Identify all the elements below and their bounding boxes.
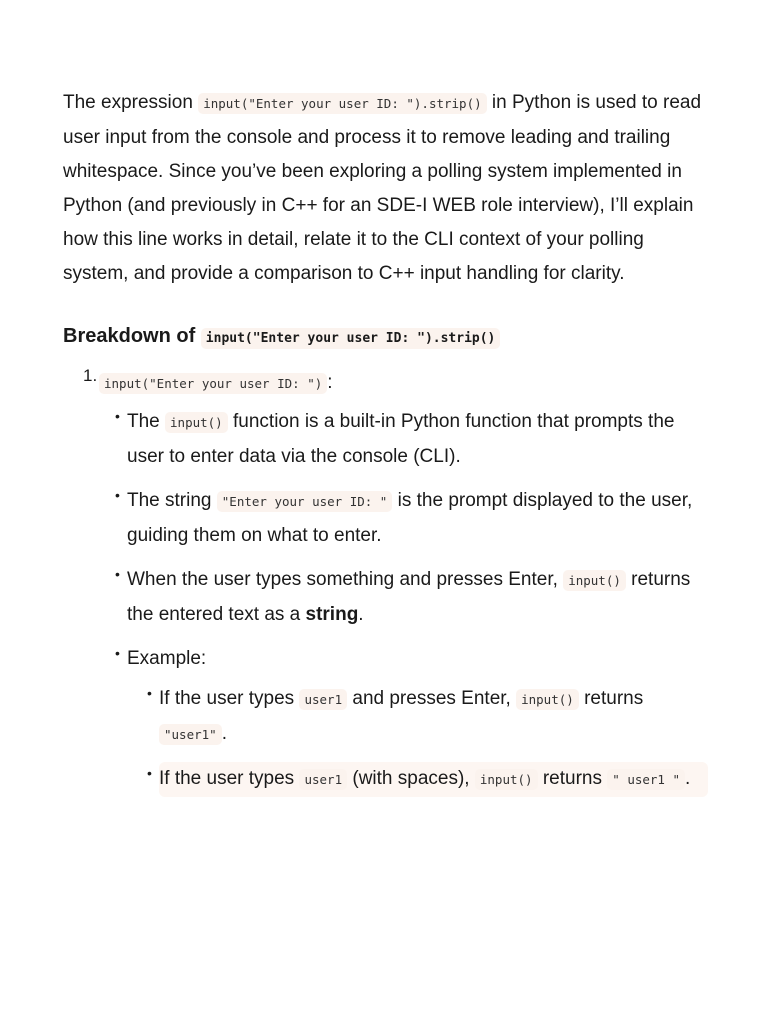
inline-code: user1 (299, 769, 347, 790)
inline-code: user1 (299, 689, 347, 710)
item-text: . (685, 768, 691, 789)
intro-paragraph (63, 86, 708, 291)
list-number: 1. (83, 366, 98, 385)
item-text: Example: (127, 648, 207, 669)
inline-code: input() (165, 412, 228, 433)
item-text: and presses Enter, (347, 688, 517, 709)
item-text: . (358, 604, 364, 625)
intro-text: in Python is used to read user input from the console and process it to remove leading and trailing whitespace. Since you’ve been exploring a polling system implemented in Python (and previously in C++ for an SDE-I WEB role interview), I’ll explain how this line works in detail, relate it to the CLI context of your polling system, and provide a comparison to C++ input handling for clarity. (63, 92, 702, 284)
numbered-item (63, 366, 708, 401)
inline-code: input() (475, 769, 538, 790)
inline-code: input() (516, 689, 579, 710)
nested-bullet-list (127, 682, 708, 797)
response-content (63, 86, 708, 807)
section-heading (63, 319, 708, 356)
bullet-icon: • (115, 408, 120, 424)
item-text: (with spaces), (347, 768, 475, 789)
item-text: function is a built-in Python function that prompts the user to enter data via the console (CLI). (127, 411, 675, 467)
list-item (115, 642, 708, 797)
bullet-list (63, 405, 708, 797)
list-item (147, 682, 708, 752)
item-text: When the user types something and presses Enter, (127, 569, 564, 590)
bullet-icon: • (115, 487, 120, 503)
item-text: is the prompt displayed to the user, guiding them on what to enter. (127, 490, 693, 546)
inline-code: input("Enter your user ID: ").strip() (198, 93, 486, 114)
heading-text: Breakdown of (63, 325, 201, 347)
list-item (115, 484, 708, 553)
inline-code: "user1" (159, 724, 222, 745)
list-item (115, 563, 708, 632)
bullet-icon: • (115, 645, 120, 661)
bold-text: string (305, 604, 359, 625)
list-item (115, 405, 708, 474)
inline-code: "Enter your user ID: " (217, 491, 393, 512)
item-text: If the user types (159, 688, 300, 709)
inline-code: " user1 " (607, 769, 685, 790)
item-text: . (221, 723, 227, 744)
bullet-icon: • (147, 765, 152, 781)
item-text: returns (537, 768, 608, 789)
list-item (147, 762, 708, 797)
item-text: returns (578, 688, 644, 709)
item-text: If the user types (159, 768, 300, 789)
item-text: The (127, 411, 166, 432)
item-text: : (327, 372, 333, 393)
heading-code: input("Enter your user ID: ").strip() (201, 328, 501, 349)
bullet-icon: • (115, 566, 120, 582)
item-text: returns the entered text as a (127, 569, 691, 625)
intro-text: The expression (63, 92, 199, 113)
bullet-icon: • (147, 685, 152, 701)
inline-code: input("Enter your user ID: ") (99, 373, 327, 394)
item-text: The string (127, 490, 217, 511)
inline-code: input() (563, 570, 626, 591)
